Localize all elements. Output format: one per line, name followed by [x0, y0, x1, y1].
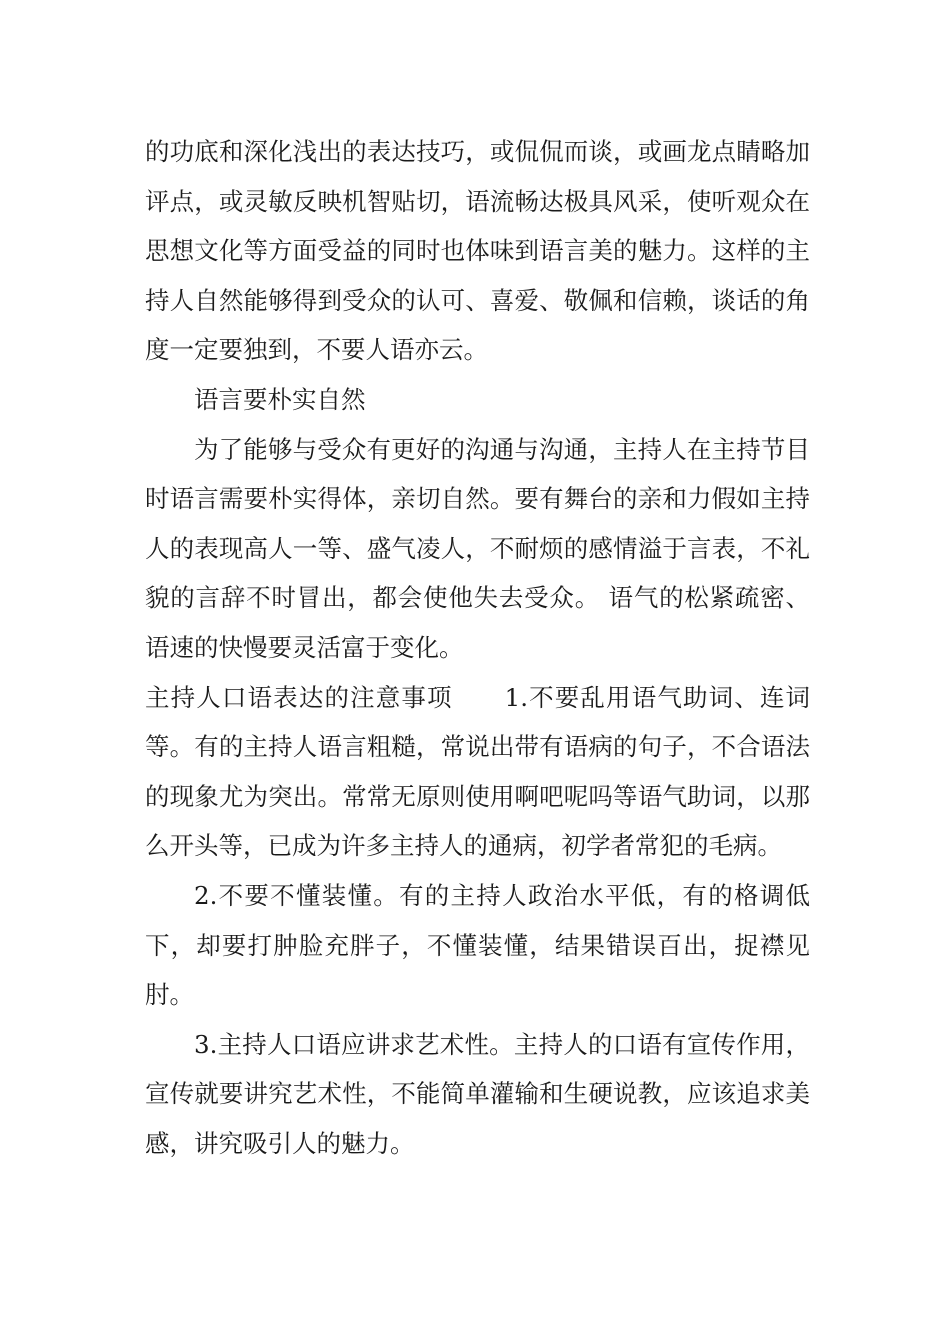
- paragraph-5: 2.不要不懂装懂。有的主持人政治水平低，有的格调低下，却要打肿脸充胖子，不懂装懂，结果错误百出，捉襟见肘。: [145, 880, 810, 1010]
- paragraph-3: 为了能够与受众有更好的沟通与沟通，主持人在主持节目时语言需要朴实得体，亲切自然。要有舞台的亲和力假如主持人的表现高人一等、盛气凌人，不耐烦的感情溢于言表，不礼貌的言辞不时冒出，都会使他失去受众。 语气的松紧疏密、语速的快慢要灵活富于变化。: [145, 434, 810, 662]
- paragraph-6: 3.主持人口语应讲求艺术性。主持人的口语有宣传作用，宣传就要讲究艺术性，不能简单灌输和生硬说教，应该追求美感，讲究吸引人的魅力。: [145, 1029, 810, 1158]
- paragraph-4: [145, 673, 810, 871]
- section-heading-notes: 主持人口语表达的注意事项: [145, 682, 453, 712]
- section-heading-plain-natural: 语言要朴实自然: [194, 384, 366, 414]
- document-page: [145, 127, 810, 1168]
- paragraph-4-body: 1.不要乱用语气助词、连词等。有的主持人语言粗糙，常说出带有语病的句子，不合语法的现象尤为突出。常常无原则使用啊吧呢吗等语气助词，以那么开头等，已成为许多主持人的通病，初学者常犯的毛病。: [145, 682, 811, 861]
- paragraph-1: 的功底和深化浅出的表达技巧，或侃侃而谈，或画龙点睛略加评点，或灵敏反映机智贴切，语流畅达极具风采，使听观众在思想文化等方面受益的同时也体味到语言美的魅力。这样的主持人自然能够得到受众的认可、喜爱、敬佩和信赖，谈话的角度一定要独到，不要人语亦云。: [145, 137, 810, 365]
